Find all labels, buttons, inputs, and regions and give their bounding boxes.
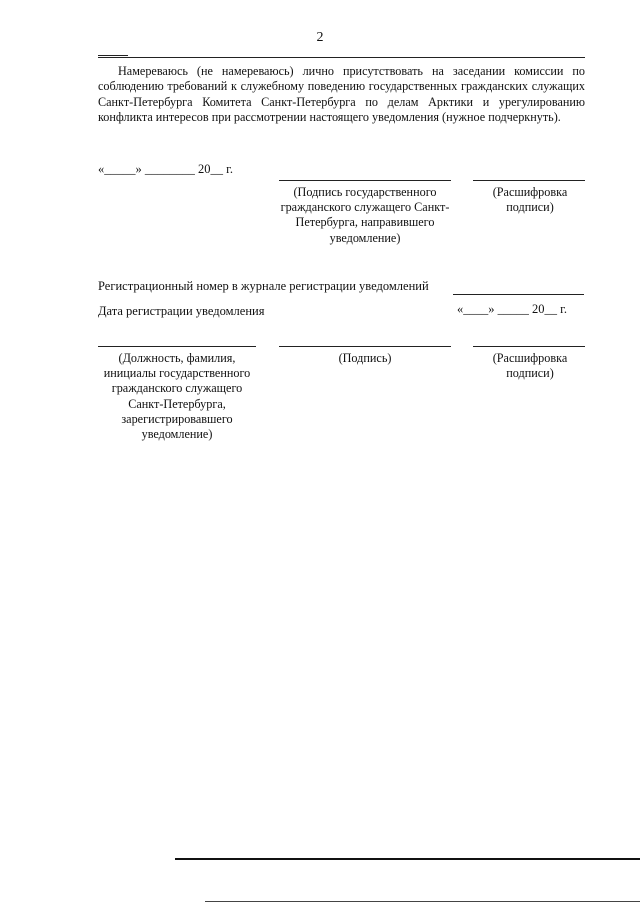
position-line xyxy=(98,346,256,347)
signature-line-2 xyxy=(279,346,451,347)
header-rule xyxy=(98,57,585,58)
page-number: 2 xyxy=(316,30,324,45)
registration-date-field: «____» _____ 20__ г. xyxy=(457,302,567,316)
registration-number-line xyxy=(453,294,584,295)
transcript-caption-1: (Расшифровка подписи) xyxy=(492,185,568,215)
signature-caption-1: (Подпись государственного гражданского служащего Санкт-Петербурга, направившего уведомление) xyxy=(280,185,450,245)
attendance-intent-paragraph: Намереваюсь (не намереваюсь) лично присутствовать на заседании комиссии по соблюдению требований к служебному поведению государственных гражданских служащих Санкт-Петербурга Комитета Санкт-Петербурга по делам Арктики и урегулированию конфликта интересов при рассмотрении настоящего уведомления (нужное подчеркнуть). xyxy=(98,64,585,125)
position-caption: (Должность, фамилия, инициалы государственного гражданского служащего Санкт-Петербурга, зарегистрировавшего уведомление) xyxy=(103,351,251,442)
signature-line-1 xyxy=(279,180,451,181)
footer-rule-secondary xyxy=(205,901,640,902)
header-rule-tick xyxy=(98,55,128,56)
transcript-caption-2: (Расшифровка подписи) xyxy=(492,351,568,381)
transcript-line-1 xyxy=(473,180,585,181)
registration-number-label: Регистрационный номер в журнале регистрации уведомлений xyxy=(98,279,429,293)
signature-caption-2: (Подпись) xyxy=(338,351,392,365)
footer-rule xyxy=(175,858,640,860)
date-field-1: «_____» ________ 20__ г. xyxy=(98,162,233,176)
registration-date-label: Дата регистрации уведомления xyxy=(98,304,265,318)
transcript-line-2 xyxy=(473,346,585,347)
